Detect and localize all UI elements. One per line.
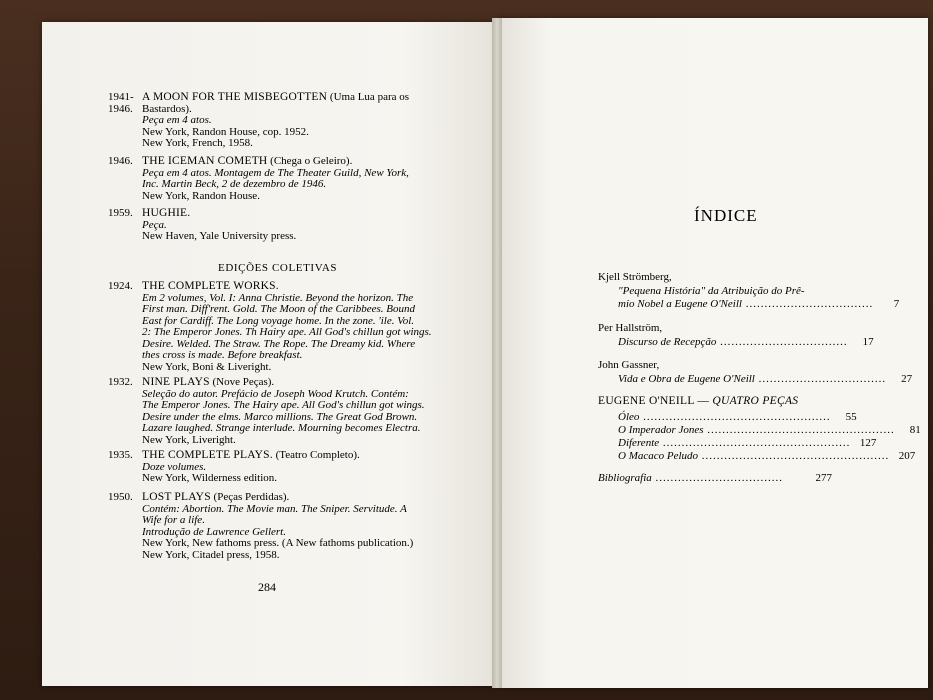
play-page: 55 (845, 411, 857, 423)
leader-dots: .................................. (716, 336, 848, 348)
entry-description: The Emperor Jones. The Hairy ape. All God's chillun got wings. (142, 399, 425, 411)
play-item[interactable] (618, 450, 916, 462)
index-item-3-label: Vida e Obra de Eugene O'Neill (618, 373, 755, 385)
entry-description: Desire. Welded. The Straw. The Rope. The Dreamy kid. Where (142, 337, 416, 350)
page-number: 284 (258, 580, 276, 594)
bibliography-page: 277 (815, 472, 832, 484)
leader-dots: .................................................. (659, 437, 851, 449)
leader-dots: .................................. (754, 373, 887, 385)
entry-title-note: (Uma Lua para os (329, 91, 410, 103)
entry-title: THE COMPLETE PLAYS. (142, 449, 273, 461)
bibliography-entry (108, 492, 468, 561)
entry-description: Introdução de Lawrence Gellert. (142, 525, 286, 538)
entry-description: Em 2 volumes, Vol. I: Anna Christie. Beyond the horizon. The (142, 291, 414, 304)
leader-dots: .................................................. (639, 411, 831, 423)
index-section-heading (598, 395, 798, 407)
entry-description: Peça. (142, 218, 167, 231)
section-subtitle: QUATRO PEÇAS (712, 395, 799, 407)
entry-publisher: New York, Randon House. (142, 189, 260, 202)
entry-publisher: New York, Boni & Liveright. (142, 360, 272, 373)
bibliography-entry (108, 450, 468, 485)
index-item-3[interactable] (618, 373, 913, 385)
entry-description: Peça em 4 atos. (142, 114, 212, 126)
index-item-2[interactable] (618, 336, 874, 348)
entry-year: 1959. (108, 207, 133, 219)
leader-dots: .................................. (651, 472, 784, 484)
bibliography-label: Bibliografia (598, 472, 652, 484)
index-item-1-line1: "Pequena História" da Atribuição do Prê- (618, 285, 805, 297)
entry-title: THE ICEMAN COMETH (142, 155, 268, 167)
entry-description: Inc. Martin Beck, 2 de dezembro de 1946. (142, 178, 327, 190)
entry-description: Desire under the elms. Marco millions. The Great God Brown. (142, 410, 418, 423)
entry-title-note-cont: Bastardos). (142, 102, 192, 115)
entry-year: 1924. (108, 280, 133, 292)
entry-title: A MOON FOR THE MISBEGOTTEN (142, 91, 328, 103)
index-item-3-page: 27 (901, 373, 913, 385)
entry-description: First man. Diff'rent. Gold. The Moon of the Caribbees. Bound (142, 303, 415, 315)
entry-description: Lazare laughed. Strange interlude. Mourning becomes Electra. (142, 422, 421, 434)
leader-dots: .................................................. (698, 450, 890, 462)
play-item[interactable] (618, 411, 857, 423)
play-page: 207 (898, 450, 916, 462)
entry-title-note: (Chega o Geleiro). (270, 155, 353, 167)
entry-publisher: New York, New fathoms press. (A New fathoms publication.) (142, 537, 414, 549)
play-page: 81 (909, 424, 921, 436)
play-item[interactable] (618, 437, 877, 449)
play-item[interactable] (618, 424, 921, 436)
leader-dots: .................................. (741, 298, 874, 310)
entry-title: NINE PLAYS (142, 376, 210, 388)
entry-description: Doze volumes. (142, 460, 207, 473)
index-author-3: John Gassner, (598, 359, 660, 371)
bibliography-entry (108, 281, 468, 373)
play-title: Óleo (618, 411, 640, 423)
entry-publisher: New York, Randon House, cop. 1952. (142, 125, 309, 138)
play-page: 127 (859, 437, 877, 449)
play-title: O Macaco Peludo (618, 450, 699, 462)
bibliography-entry (108, 208, 468, 243)
play-title: Diferente (618, 437, 660, 449)
entry-year: 1932. (108, 376, 133, 388)
entry-year: 1946. (108, 155, 133, 167)
entry-description: East for Cardiff. The Long voyage home. In the zone. 'ile. Vol. (142, 314, 415, 327)
entry-year: 1950. (108, 491, 133, 503)
right-page (498, 18, 928, 688)
section-heading: EDIÇÕES COLETIVAS (218, 262, 338, 274)
index-item-1[interactable] (618, 298, 900, 310)
section-author: EUGENE O'NEILL (598, 395, 695, 407)
entry-title-note: (Peças Perdidas). (213, 491, 290, 503)
bibliography-entry (108, 377, 468, 446)
index-author-2: Per Hallström, (598, 322, 663, 334)
entry-publisher: New York, French, 1958. (142, 137, 253, 149)
entry-description: Contém: Abortion. The Movie man. The Sniper. Servitude. A (142, 502, 407, 515)
index-author-1: Kjell Strömberg, (598, 271, 672, 283)
entry-description: thes cross is made. Before breakfast. (142, 349, 303, 361)
section-dash: — (697, 395, 710, 407)
entry-description: 2: The Emperor Jones. Th Hairy ape. All God's chillun got wings. (142, 326, 432, 338)
entry-year: 1935. (108, 449, 133, 461)
entry-description: Peça em 4 atos. Montagem de The Theater Guild, New York, (142, 166, 409, 179)
entry-title: LOST PLAYS (142, 491, 211, 503)
entry-publisher: New York, Wilderness edition. (142, 472, 278, 484)
book-gutter (492, 18, 502, 688)
entry-title: HUGHIE. (142, 207, 191, 219)
leader-dots: .................................................. (703, 424, 895, 436)
entry-description: Seleção do autor. Prefácio de Joseph Wood Krutch. Contém: (142, 387, 409, 400)
index-item-2-label: Discurso de Recepção (618, 336, 717, 348)
index-bibliography[interactable] (598, 472, 832, 484)
index-title: ÍNDICE (694, 206, 758, 225)
entry-title-note: (Teatro Completo). (275, 449, 360, 461)
play-title: O Imperador Jones (618, 424, 704, 436)
entry-year: 1941- 1946. (108, 91, 134, 115)
bibliography-entry (108, 92, 468, 150)
entry-publisher: New Haven, Yale University press. (142, 230, 297, 242)
index-item-2-page: 17 (862, 336, 874, 348)
entry-title: THE COMPLETE WORKS. (142, 280, 279, 292)
index-item-1-label: mio Nobel a Eugene O'Neill (618, 298, 742, 310)
entry-title-note: (Nove Peças). (212, 376, 275, 388)
entry-publisher: New York, Liveright. (142, 433, 236, 446)
entry-description: Wife for a life. (142, 514, 205, 526)
index-item-1-page: 7 (893, 298, 900, 310)
bibliography-entry (108, 156, 468, 202)
entry-publisher: New York, Citadel press, 1958. (142, 548, 280, 561)
